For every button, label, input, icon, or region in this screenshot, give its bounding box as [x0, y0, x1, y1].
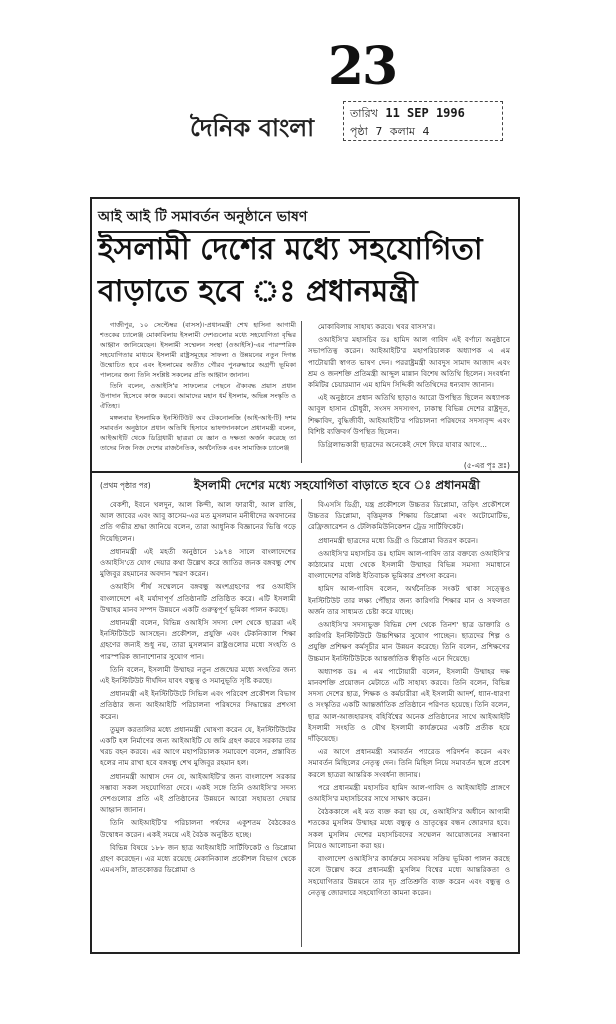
article-paragraph: হামিদ আল-গাবিদ বলেন, অর্থনৈতিক সংকট থাকা সত্ত্বেও ইনস্টিটিউট তার লক্ষ্য পৌঁছার জন্য কারিগরি শিক্ষার মান ও সফলতা অর্জন তার সাধ্যমত চেষ্টা করে যাচ্ছে।: [308, 584, 510, 616]
article-paragraph: ডিগ্রিলাভকারী ছাত্রদের অনেকেই দেশে ফিরে যাবার আগে...: [318, 440, 487, 450]
article-paragraph: এর আগে প্রধানমন্ত্রী সমাবর্তন প্যারেড পরিদর্শন করেন এবং সমাবর্তন মিছিলের নেতৃত্ব দেন। তিনি মিছিল নিয়ে সমাবর্তন স্থলে প্রবেশ করলে ছাত্ররা আন্তরিক সংবর্ধনা জানায়।: [308, 747, 510, 779]
headline-line-1: ইসলামী দেশের মধ্যে সহযোগিতা: [98, 232, 483, 267]
newspaper-clipping: [90, 197, 520, 954]
article-paragraph: তিনি বলেন, ওআইসি'র সাফল্যের পেছনে ঐক্যবদ্ধ প্রয়াস প্রধান উপাদান হিসেবে কাজ করবে। আমাদের মহান ধর্ম ইসলাম, অভিন্ন সংস্কৃতি ও ঐতিহ্য।: [100, 382, 296, 411]
section-divider: [92, 471, 518, 473]
article-kicker: আই আই টি সমাবর্তন অনুষ্ঠানে ভাষণ: [98, 205, 370, 233]
top-left-column: [100, 321, 296, 456]
article-paragraph: প্রধানমন্ত্রী আশ্বাস দেন যে, আইআইটি'র জন্য বাংলাদেশ সরকার সম্ভাব্য সকল সহযোগিতা দেবে। একই সঙ্গে তিনি ওআইসি'র সদস্য দেশগুলোর প্রতি এই প্রতিষ্ঠানের উন্নয়নে আরো সহায়তা দেয়ার আহ্বান জানান।: [100, 771, 296, 815]
article-paragraph: ওআইসি'র মহাসচিব ডঃ হামিদ আল-গাবিদ তার বক্তব্যে ওআইসি'র কাঠামোর মধ্যে থেকে ইসলামী উম্মাহর বিভিন্ন সমস্যা সমাধানে বাংলাদেশের বলিষ্ঠ ইতিবাচক ভূমিকার প্রশংসা করেন।: [308, 548, 510, 581]
bottom-left-column: [100, 499, 296, 878]
article-paragraph: তিনি বলেন, ইসলামী উম্মাহর নতুন প্রজন্মের মধ্যে সংহতির জন্য এই ইনস্টিটিউট দীর্ঘদিন যাবৎ বন্ধুত্ব ও সমানুভূতি সৃষ্টি করছে।: [100, 664, 296, 686]
article-paragraph: প্রধানমন্ত্রী এই ইনস্টিটিউটে সিভিল এবং পরিবেশ প্রকৌশল বিভাগ প্রতিষ্ঠার জন্য আইআইটি পরিচালনা পরিষদের সিদ্ধান্তের প্রশংসা করেন।: [100, 689, 296, 721]
stamp-page-row: [350, 123, 496, 141]
article-paragraph: প্রধানমন্ত্রী এই মহতী অনুষ্ঠানে ১৯৭৪ সালে বাংলাদেশের ওআইসি'তে যোগ দেয়ার কথা উল্লেখ করে জাতির জনক বঙ্গবন্ধু শেখ মুজিবুর রহমানের অবদান স্মরণ করেন।: [100, 546, 296, 579]
stamp-column-label: কলাম: [389, 125, 416, 138]
front-page-section: [92, 199, 518, 477]
article-paragraph: অধ্যাপক ডঃ এ এম পাটোয়ারী বলেন, ইসলামী উম্মাহর দক্ষ মানবশক্তি প্রয়োজন মেটাতে এটি সাহায্য করবে। তিনি বলেন, বিভিন্ন সদস্য দেশের ছাত্র, শিক্ষক ও কর্মচারীরা এই ইসলামী আদর্শ, ধ্যান-ধারণা ও সংস্কৃতির একটি আন্তর্জাতিক প্রতিষ্ঠানে পরিণত হয়েছে। তিনি বলেন, ছাত্র আল-আজহারসহ বহির্বিশ্বের অনেক প্রতিষ্ঠানের সাথে আইআইটি ইসলামী সংহতি ও যৌথ ইসলামী কার্যক্রমের একটি প্রতীক হয়ে দাঁড়িয়েছে।: [308, 666, 510, 744]
article-paragraph: ওআইসি'র সদস্যভুক্ত বিভিন্ন দেশ থেকে তিনশ' ছাত্র ডাক্তারি ও কারিগরি ইনস্টিটিউটে উচ্চশিক্ষার সুযোগ পাচ্ছেন। ছাত্রদের শিল্প ও প্রযুক্তি প্রশিক্ষণ কর্মসূচীর মান উন্নয়ন করেছে। তিনি বলেন, প্রশিক্ষণের উচ্চমান ইনস্টিটিউটকে আন্তর্জাতিক স্বীকৃতি এনে দিয়েছে।: [308, 620, 510, 663]
article-paragraph: তিনি আইআইটি'র পরিচালনা পর্ষদের একুশতম বৈঠকেরও উদ্বোধন করেন। একই সময়ে এই বৈঠক অনুষ্ঠিত হচ্ছে।: [100, 818, 296, 839]
article-paragraph: বিভিন্ন বিষয়ে ১৮৮ জন ছাত্র আইআইটি সার্টিফিকেট ও ডিপ্লোমা গ্রহণ করেছেন। এর মধ্যে রয়েছে মেকানিক্যাল প্রকৌশল বিভাগ থেকে এমএসসি, স্নাতকোত্তর ডিপ্লোমা ও: [100, 842, 296, 875]
article-paragraph: বাংলাদেশ ওআইসি'র কার্যক্রমে সবসময় সক্রিয় ভূমিকা পালন করছে বলে উল্লেখ করে প্রধানমন্ত্রী মুসলিম বিশ্বের মধ্যে আন্তরিকতা ও সহযোগিতার উন্নয়নে তার দৃঢ় প্রতিশ্রুতি ব্যক্ত করেন এবং বন্ধুত্ব ও নেতৃত্ব জোরদারে সহযোগিতা কামনা করেন।: [308, 854, 510, 897]
stamp-date-row: [350, 104, 496, 123]
stamp-page-label: পৃষ্ঠা: [350, 125, 368, 138]
article-paragraph: ওআইসি'র মহাসচিব ডঃ হামিদ আল গাবিদ এই বর্ণাঢ্য অনুষ্ঠানে সভাপতিত্ব করেন। আইআইটি'র মহাপরিচালক অধ্যাপক এ এম পাটোয়ারী স্বাগত ভাষণ দেন। পররাষ্ট্রমন্ত্রী আবদুস সামাদ আজাদ এবং শ্রম ও জনশক্তি প্রতিমন্ত্রী আব্দুল মান্নান বিশেষ অতিথি ছিলেন। সংবর্ধনা কমিটির চেয়ারম্যান এম হামিদ সিদ্দিকী অতিথিদের ধন্যবাদ জানান।: [308, 335, 510, 390]
article-paragraph: প্রধানমন্ত্রী বলেন, বিভিন্ন ওআইসি সদস্য দেশ থেকে ছাত্ররা এই ইনস্টিটিউটে আসছেন। প্রকৌশল, প্রযুক্তি এবং টেকনিক্যাল শিক্ষা গ্রহণের জন্যই শুধু নয়, তারা মুসলমান রাষ্ট্রগুলোর মধ্যে সংহতি ও পারস্পরিক জানাশোনার সুযোগ পান।: [100, 618, 296, 661]
article-paragraph: বৈঠককালে এই মত ব্যক্ত করা হয় যে, ওআইসি'র অধীনে আগামী শতকের মুসলিম উম্মাহর মধ্যে বন্ধুত্ব ও ভ্রাতৃত্বের বন্ধন জোরদার হবে। সকল মুসলিম দেশের মহাসচিবদের সম্মেলন আয়োজনের সম্ভাবনা নিয়েও আলোচনা করা হয়।: [308, 807, 510, 850]
bottom-column-rule: [301, 499, 302, 947]
article-paragraph: তুমুল করতালির মধ্যে প্রধানমন্ত্রী ঘোষণা করেন যে, ইনস্টিটিউটের একটি হল নির্মাণের জন্য আইআইটি যে জমি গ্রহণ করবে সরকার তার খরচ বহন করবে। এর আগে মহাপরিচালক সমাবেশে বলেন, প্রস্তাবিত হলের নাম রাখা হবে বঙ্গবন্ধু শেখ মুজিবুর রহমান হল।: [100, 724, 296, 768]
top-right-column: [308, 321, 510, 452]
continuation-headline: ইসলামী দেশের মধ্যে সহযোগিতা বাড়াতে হবে ঃ প্রধানমন্ত্রী: [194, 478, 480, 492]
headline-line-2: বাড়াতে হবে ঃ প্রধানমন্ত্রী: [98, 274, 418, 309]
newspaper-masthead: দৈনিক বাংলা: [190, 113, 315, 142]
stamp-date-value: 11 SEP 1996: [385, 106, 465, 120]
article-paragraph: গাজীপুর, ১০ সেপ্টেম্বর (বাসস)।-প্রধানমন্ত্রী শেখ হাসিনা আগামী শতকের চ্যালেঞ্জ মোকাবিলায় ইসলামী দেশগুলোর মধ্যে সহযোগিতা বৃদ্ধির আহ্বান জানিয়েছেন। ইসলামী সম্মেলন সংস্থা (ওআইসি)-এর পারস্পরিক সহযোগিতার মাধ্যমে ইসলামী রাষ্ট্রসমূহের সাফল্য ও উন্নয়নের নতুন দিগন্ত উন্মোচিত হবে এবং ইসলামের অতীত গৌরব পুনরুদ্ধারে অগ্রণী ভূমিকা পালনের জন্য তিনি সংশ্লিষ্ট সকলের প্রতি আহ্বান জানান।: [100, 321, 296, 379]
article-headline: [98, 229, 512, 313]
article-paragraph: মঙ্গলবার ইসলামিক ইনস্টিটিউট অব টেকনোলজি (আই-আই-টি) দশম সমাবর্তন অনুষ্ঠানে প্রধান অতিথি হিসাবে ভাষণদানকালে প্রধানমন্ত্রী বলেন, আইআইটি থেকে ডিগ্রিধারী ছাত্ররা যে জ্ঞান ও দক্ষতা অর্জন করেছে তা তাদের নিজ নিজ দেশের রাজনৈতিক, অর্থনৈতিক এবং সামাজিক চ্যালেঞ্জ: [100, 414, 296, 452]
article-paragraph: মোকাবিলায় সাহায্য করবে। খবর বাসস'র।: [318, 322, 436, 331]
article-paragraph: পরে প্রধানমন্ত্রী মহাসচিব হামিদ আল-গাবিদ ও আইআইটি প্রাঙ্গণে ওআইসি'র মহাসচিবের সাথে সাক্ষাৎ করেন।: [308, 782, 510, 804]
article-paragraph: প্রধানমন্ত্রী ছাত্রদের মধ্যে ডিগ্রী ও ডিপ্লোমা বিতরণ করেন।: [318, 535, 478, 545]
article-paragraph: বিএসসি ডিগ্রী, যন্ত্র প্রকৌশলে উচ্চতর ডিপ্লোমা, তড়িৎ প্রকৌশলে উচ্চতর ডিপ্লোমা, বৃত্তিমূলক শিক্ষায় ডিপ্লোমা এবং অটোমোটিভ, রেফ্রিজারেশন ও টেলিকমিউনিকেশন ট্রেড সার্টিফিকেট।: [308, 500, 510, 532]
stamp-date-label: তারিখ: [350, 107, 378, 120]
bottom-right-column: [308, 499, 510, 900]
top-column-rule: [301, 321, 302, 463]
stamp-page-value: 7: [375, 125, 383, 138]
article-paragraph: ওআইসি শীর্ষ সম্মেলনে বঙ্গবন্ধু অংশগ্রহণের পর ওআইসি বাংলাদেশে এই মর্যাদাপূর্ণ প্রতিষ্ঠানটি প্রতিষ্ঠিত করে। এটি ইসলামী উম্মাহর মানব সম্পদ উন্নয়নে একটি গুরুত্বপূর্ণ ভূমিকা পালন করছে।: [100, 582, 296, 614]
archive-stamp: [343, 101, 503, 141]
article-paragraph: বেকশী, ইবনে খলদুন, আল কিন্দী, আল ফারাবী, আল রাজি, আল জাবের এবং আবু কাসেম-এর মত মুসলমান মনীষীদের অবদানের প্রতি গভীর শ্রদ্ধা জানিয়ে বলেন, তারা আধুনিক বিজ্ঞানের ভিত্তি গড়ে দিয়েছিলেন।: [100, 500, 296, 543]
article-paragraph: এই অনুষ্ঠানে প্রধান অতিথি ছাড়াও আরো উপস্থিত ছিলেন অধ্যাপক আবুল হাসান চৌধুরী, সংসদ সদস্যগণ, ঢাকাস্থ বিভিন্ন দেশের রাষ্ট্রদূত, শিক্ষাবিদ, বুদ্ধিজীবী, আইআইটি'র পরিচালনা পরিষদের সদস্যবৃন্দ এবং বিশিষ্ট ব্যক্তিবর্গ উপস্থিত ছিলেন।: [308, 393, 510, 436]
stamp-column-value: 4: [422, 125, 430, 138]
handwritten-page-number: 23: [327, 36, 397, 97]
continued-on-note: (৫-এর পৃঃ দ্রঃ): [463, 461, 510, 470]
continued-from-note: (প্রথম পৃষ্ঠার পর): [100, 481, 151, 490]
